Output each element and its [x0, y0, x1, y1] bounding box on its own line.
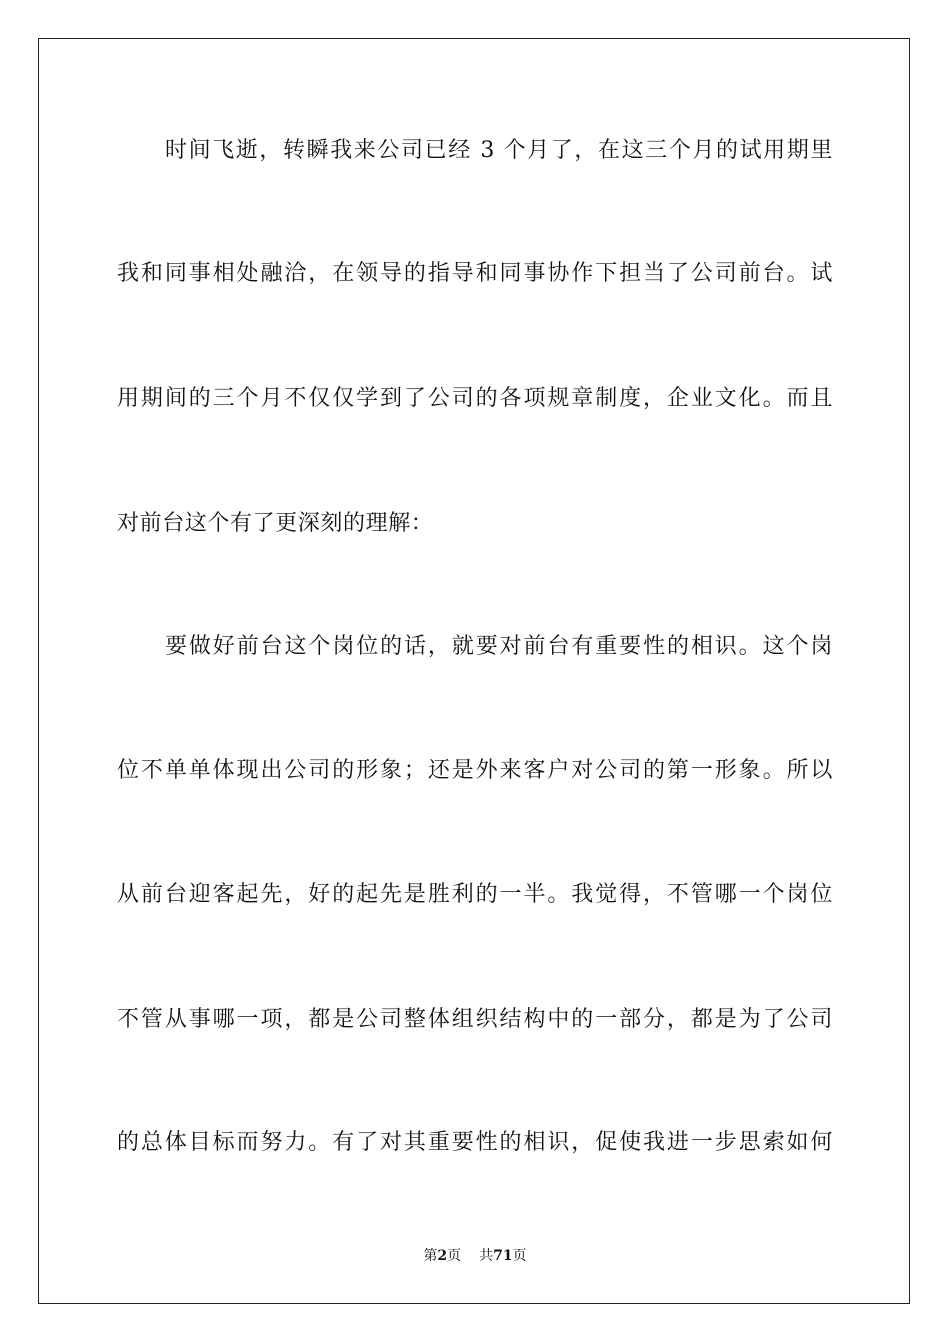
paragraph-2-line-4: 不管从事哪一项，都是公司整体组织结构中的一部分，都是为了公司 [117, 1007, 833, 1032]
paragraph-1-line-3: 用期间的三个月不仅仅学到了公司的各项规章制度，企业文化。而且 [117, 386, 833, 411]
paragraph-2-line-1: 要做好前台这个岗位的话，就要对前台有重要性的相识。这个岗 [165, 634, 833, 659]
total-suffix: 页 [512, 1248, 527, 1264]
paragraph-1-line-2: 我和同事相处融洽，在领导的指导和同事协作下担当了公司前台。试 [117, 261, 833, 286]
paragraph-2-line-5: 的总体目标而努力。有了对其重要性的相识，促使我进一步思索如何 [117, 1130, 833, 1155]
paragraph-2-line-3: 从前台迎客起先，好的起先是胜利的一半。我觉得，不管哪一个岗位 [117, 882, 833, 907]
total-pages: 71 [493, 1248, 513, 1264]
page-prefix: 第 [423, 1248, 438, 1264]
paragraph-1-line-1: 时间飞逝，转瞬我来公司已经 3 个月了，在这三个月的试用期里 [165, 138, 833, 163]
page-suffix: 页 [447, 1248, 462, 1264]
paragraph-1-line-4: 对前台这个有了更深刻的理解： [117, 511, 434, 536]
total-prefix: 共 [479, 1248, 494, 1264]
page-border [38, 38, 910, 1304]
paragraph-2-line-2: 位不单单体现出公司的形象；还是外来客户对公司的第一形象。所以 [117, 758, 833, 783]
page-footer [0, 1247, 950, 1265]
page-number: 2 [437, 1248, 448, 1264]
